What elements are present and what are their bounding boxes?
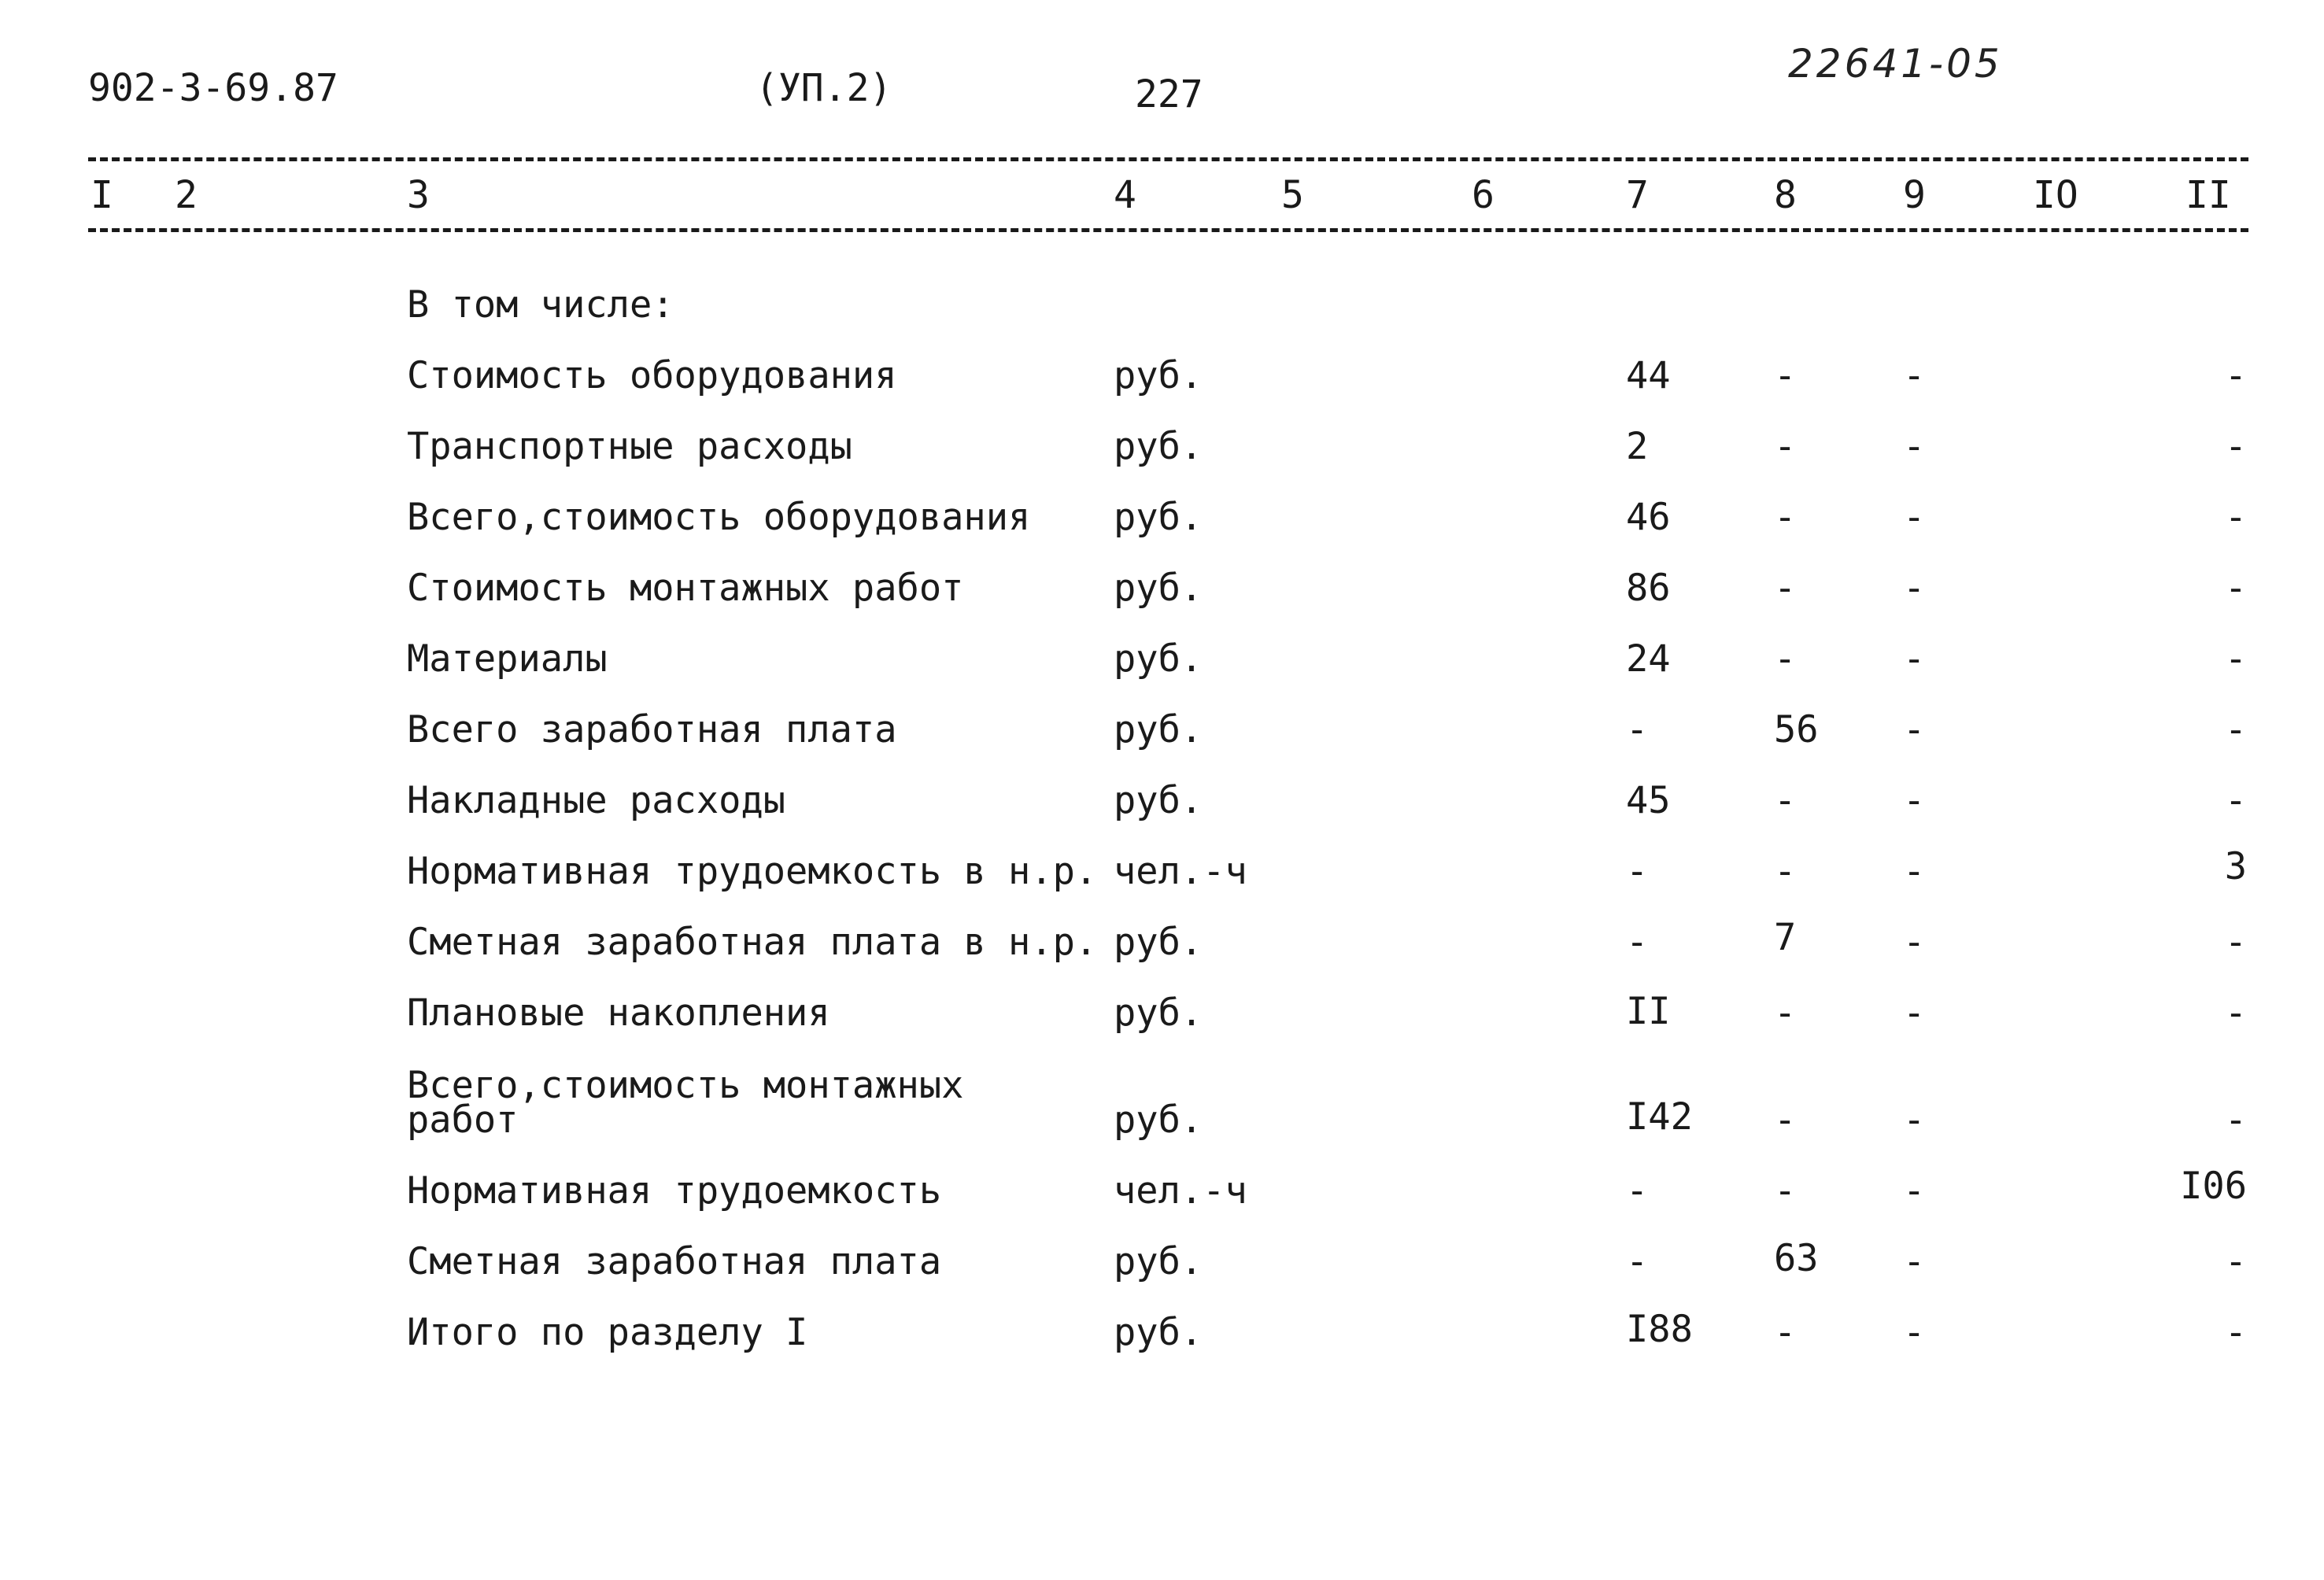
row-col11: - bbox=[2224, 1311, 2247, 1354]
row-unit: руб. bbox=[1114, 991, 1203, 1035]
column-number-5: 5 bbox=[1281, 173, 1304, 217]
column-number-7: 7 bbox=[1626, 173, 1649, 217]
row-unit: руб. bbox=[1114, 1311, 1203, 1354]
row-unit: руб. bbox=[1114, 637, 1203, 681]
row-col9: - bbox=[1903, 1311, 1926, 1354]
row-unit: руб. bbox=[1114, 496, 1203, 539]
row-unit: чел.-ч bbox=[1114, 850, 1247, 893]
row-unit: руб. bbox=[1114, 779, 1203, 822]
row-col9: - bbox=[1903, 779, 1926, 822]
row-col9: - bbox=[1903, 921, 1926, 964]
row-col9: - bbox=[1903, 1240, 1926, 1283]
row-col7: - bbox=[1626, 850, 1649, 893]
row-col9: - bbox=[1903, 1098, 1926, 1142]
row-col11: - bbox=[2224, 637, 2247, 681]
row-unit: руб. bbox=[1114, 921, 1203, 964]
row-col8: 56 bbox=[1774, 708, 1819, 751]
row-name: Материалы bbox=[407, 637, 608, 681]
row-name-line2: работ bbox=[407, 1098, 519, 1142]
row-col8: - bbox=[1774, 637, 1797, 681]
column-number-11: II bbox=[2185, 173, 2231, 217]
row-name: Транспортные расходы bbox=[407, 425, 852, 468]
row-col9: - bbox=[1903, 637, 1926, 681]
row-col7: 44 bbox=[1626, 354, 1671, 397]
row-col11: - bbox=[2224, 779, 2247, 822]
row-col8: - bbox=[1774, 425, 1797, 468]
row-col11: I06 bbox=[2180, 1165, 2247, 1208]
row-col7: 2 bbox=[1626, 425, 1649, 468]
row-col7: I88 bbox=[1626, 1308, 1693, 1351]
inventory-number: 22641-05 bbox=[1788, 41, 2003, 87]
row-col11: - bbox=[2224, 567, 2247, 610]
row-col11: - bbox=[2224, 1240, 2247, 1283]
row-unit: руб. bbox=[1114, 1098, 1203, 1142]
row-name: Итого по разделу I bbox=[407, 1311, 808, 1354]
row-col7: - bbox=[1626, 1240, 1649, 1283]
column-number-4: 4 bbox=[1114, 173, 1136, 217]
row-col11: - bbox=[2224, 991, 2247, 1035]
row-col11: - bbox=[2224, 708, 2247, 751]
row-col8: 63 bbox=[1774, 1237, 1819, 1280]
row-name: Нормативная трудоемкость в н.р. bbox=[407, 850, 1098, 893]
row-col7: - bbox=[1626, 921, 1649, 964]
row-col7: I42 bbox=[1626, 1095, 1693, 1139]
row-name: Всего,стоимость оборудования bbox=[407, 496, 1031, 539]
row-col8: - bbox=[1774, 1098, 1797, 1142]
row-col8: - bbox=[1774, 496, 1797, 539]
row-col11: - bbox=[2224, 1098, 2247, 1142]
row-col11: - bbox=[2224, 496, 2247, 539]
row-col9: - bbox=[1903, 1169, 1926, 1213]
column-number-10: IO bbox=[2033, 173, 2078, 217]
column-number-6: 6 bbox=[1472, 173, 1495, 217]
row-col11: - bbox=[2224, 921, 2247, 964]
top-dashed-rule bbox=[88, 157, 2248, 161]
section-label: В том числе: bbox=[407, 283, 674, 327]
column-number-2: 2 bbox=[175, 173, 198, 217]
row-name: Всего заработная плата bbox=[407, 708, 897, 751]
row-col9: - bbox=[1903, 850, 1926, 893]
row-col9: - bbox=[1903, 708, 1926, 751]
document-code: 902-3-69.87 bbox=[88, 66, 338, 110]
row-name: Сметная заработная плата в н.р. bbox=[407, 921, 1098, 964]
column-number-3: 3 bbox=[407, 173, 430, 217]
row-col8: - bbox=[1774, 567, 1797, 610]
row-col9: - bbox=[1903, 425, 1926, 468]
row-col9: - bbox=[1903, 496, 1926, 539]
row-unit: руб. bbox=[1114, 708, 1203, 751]
page-number: 227 bbox=[1135, 72, 1203, 116]
row-col8: - bbox=[1774, 1169, 1797, 1213]
row-col7: 24 bbox=[1626, 637, 1671, 681]
row-unit: руб. bbox=[1114, 567, 1203, 610]
row-col9: - bbox=[1903, 567, 1926, 610]
row-col7: II bbox=[1626, 990, 1671, 1033]
row-unit: руб. bbox=[1114, 425, 1203, 468]
row-col11: 3 bbox=[2224, 845, 2247, 888]
row-col8: - bbox=[1774, 850, 1797, 893]
row-col7: - bbox=[1626, 708, 1649, 751]
row-col8: - bbox=[1774, 991, 1797, 1035]
row-unit: руб. bbox=[1114, 1240, 1203, 1283]
row-col9: - bbox=[1903, 991, 1926, 1035]
row-name: Плановые накопления bbox=[407, 991, 830, 1035]
row-col8: - bbox=[1774, 779, 1797, 822]
row-col7: 86 bbox=[1626, 567, 1671, 610]
row-col8: - bbox=[1774, 354, 1797, 397]
row-col11: - bbox=[2224, 354, 2247, 397]
row-col8: - bbox=[1774, 1311, 1797, 1354]
row-name: Стоимость монтажных работ bbox=[407, 567, 964, 610]
row-unit: руб. bbox=[1114, 354, 1203, 397]
row-name: Стоимость оборудования bbox=[407, 354, 897, 397]
row-col7: - bbox=[1626, 1169, 1649, 1213]
row-col9: - bbox=[1903, 354, 1926, 397]
row-name: Нормативная трудоемкость bbox=[407, 1169, 942, 1213]
column-number-9: 9 bbox=[1903, 173, 1926, 217]
row-unit: чел.-ч bbox=[1114, 1169, 1247, 1213]
row-col11: - bbox=[2224, 425, 2247, 468]
row-name: Накладные расходы bbox=[407, 779, 786, 822]
row-col7: 45 bbox=[1626, 779, 1671, 822]
bottom-dashed-rule bbox=[88, 228, 2248, 232]
column-number-8: 8 bbox=[1774, 173, 1797, 217]
row-name-line1: Всего,стоимость монтажных bbox=[407, 1064, 964, 1107]
column-number-1: I bbox=[91, 173, 113, 217]
row-name: Сметная заработная плата bbox=[407, 1240, 942, 1283]
row-col8: 7 bbox=[1774, 916, 1797, 959]
sheet-reference: (УП.2) bbox=[756, 66, 892, 110]
row-col7: 46 bbox=[1626, 496, 1671, 539]
